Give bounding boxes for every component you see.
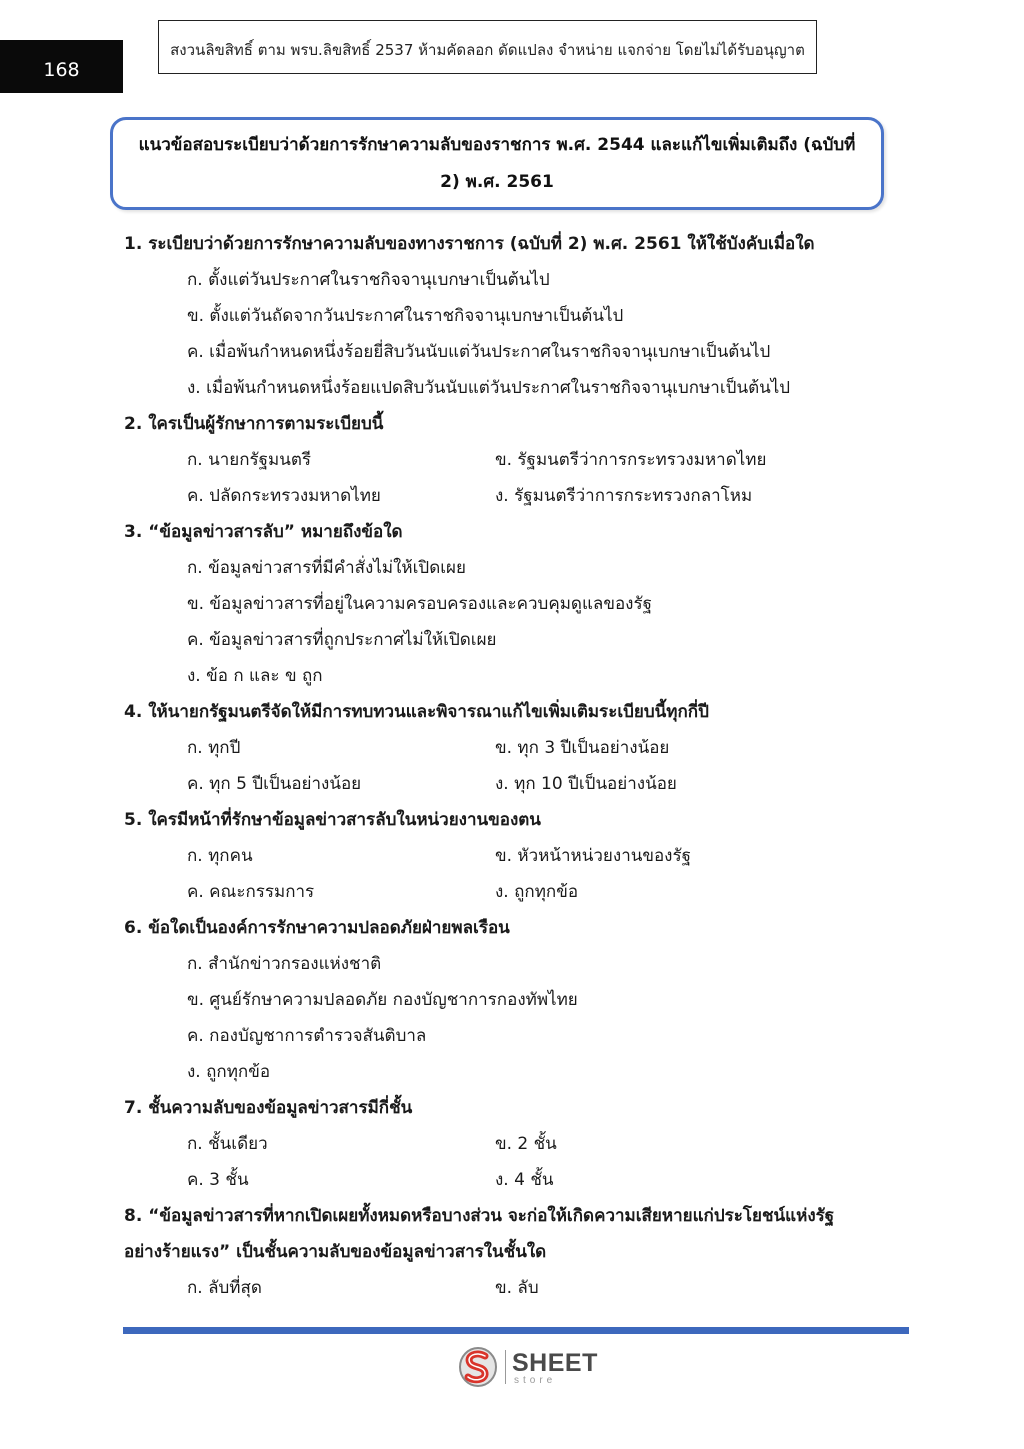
option-row bbox=[124, 1270, 904, 1306]
option: ข. ข้อมูลข่าวสารที่อยู่ในความครอบครองและควบคุมดูแลของรัฐ bbox=[187, 594, 652, 614]
option-row bbox=[124, 1162, 904, 1198]
option: ก. ชั้นเดียว bbox=[187, 1134, 268, 1154]
copyright-notice: สงวนลิขสิทธิ์ ตาม พรบ.ลิขสิทธิ์ 2537 ห้ามคัดลอก ดัดแปลง จำหน่าย แจกจ่าย โดยไม่ได้รับอนุญาต bbox=[158, 20, 817, 74]
question-7: 7. ชั้นความลับของข้อมูลข่าวสารมีกี่ชั้น bbox=[124, 1098, 413, 1118]
option: ค. ข้อมูลข่าวสารที่ถูกประกาศไม่ให้เปิดเผย bbox=[187, 630, 497, 650]
logo-name: SHEET bbox=[512, 1349, 598, 1377]
option-row bbox=[124, 730, 904, 766]
option: ค. คณะกรรมการ bbox=[187, 882, 315, 902]
option: ข. ทุก 3 ปีเป็นอย่างน้อย bbox=[495, 738, 670, 758]
option: ง. 4 ชั้น bbox=[495, 1170, 554, 1190]
option: ข. ศูนย์รักษาความปลอดภัย กองบัญชาการกองทัพไทย bbox=[187, 990, 578, 1010]
option: ก. ตั้งแต่วันประกาศในราชกิจจานุเบกษาเป็นต้นไป bbox=[187, 270, 550, 290]
question-5: 5. ใครมีหน้าที่รักษาข้อมูลข่าวสารลับในหน่วยงานของตน bbox=[124, 810, 541, 830]
option: ข. ตั้งแต่วันถัดจากวันประกาศในราชกิจจานุเบกษาเป็นต้นไป bbox=[187, 306, 624, 326]
title-line-2: 2) พ.ศ. 2561 bbox=[440, 171, 554, 192]
page-title bbox=[110, 117, 884, 210]
question-6: 6. ข้อใดเป็นองค์การรักษาความปลอดภัยฝ่ายพลเรือน bbox=[124, 918, 510, 938]
question-8-continued: อย่างร้ายแรง” เป็นชั้นความลับของข้อมูลข่าวสารในชั้นใด bbox=[124, 1242, 547, 1262]
option: ก. ลับที่สุด bbox=[187, 1278, 262, 1298]
option: ค. กองบัญชาการตำรวจสันติบาล bbox=[187, 1026, 427, 1046]
option: ข. ลับ bbox=[495, 1278, 539, 1298]
option-row bbox=[124, 766, 904, 802]
option-row bbox=[124, 478, 904, 514]
option-row bbox=[124, 442, 904, 478]
option: ง. ข้อ ก และ ข ถูก bbox=[187, 666, 323, 686]
option: ก. นายกรัฐมนตรี bbox=[187, 450, 312, 470]
logo-separator bbox=[505, 1350, 506, 1384]
option: ข. 2 ชั้น bbox=[495, 1134, 557, 1154]
option: ก. ทุกปี bbox=[187, 738, 241, 758]
logo-subtitle: store bbox=[514, 1375, 557, 1386]
option: ง. เมื่อพ้นกำหนดหนึ่งร้อยแปดสิบวันนับแต่วันประกาศในราชกิจจานุเบกษาเป็นต้นไป bbox=[187, 378, 791, 398]
option: ข. รัฐมนตรีว่าการกระทรวงมหาดไทย bbox=[495, 450, 767, 470]
question-8: 8. “ข้อมูลข่าวสารที่หากเปิดเผยทั้งหมดหรือบางส่วน จะก่อให้เกิดความเสียหายแก่ประโยชน์แห่งรัฐ bbox=[124, 1206, 835, 1226]
option-row bbox=[124, 1126, 904, 1162]
footer-divider bbox=[123, 1327, 909, 1334]
page-number: 168 bbox=[0, 40, 123, 93]
option: ง. รัฐมนตรีว่าการกระทรวงกลาโหม bbox=[495, 486, 753, 506]
question-2: 2. ใครเป็นผู้รักษาการตามระเบียบนี้ bbox=[124, 414, 384, 434]
option: ข. หัวหน้าหน่วยงานของรัฐ bbox=[495, 846, 691, 866]
option-row bbox=[124, 874, 904, 910]
option: ค. เมื่อพ้นกำหนดหนึ่งร้อยยี่สิบวันนับแต่วันประกาศในราชกิจจานุเบกษาเป็นต้นไป bbox=[187, 342, 771, 362]
option: ก. ทุกคน bbox=[187, 846, 253, 866]
option: ง. ถูกทุกข้อ bbox=[495, 882, 579, 902]
question-list bbox=[124, 226, 904, 1306]
option: ง. ถูกทุกข้อ bbox=[187, 1062, 271, 1082]
option: ค. 3 ชั้น bbox=[187, 1170, 249, 1190]
title-line-1: แนวข้อสอบระเบียบว่าด้วยการรักษาความลับของราชการ พ.ศ. 2544 และแก้ไขเพิ่มเติมถึง (ฉบับที่ bbox=[138, 134, 856, 155]
question-3: 3. “ข้อมูลข่าวสารลับ” หมายถึงข้อใด bbox=[124, 522, 403, 542]
option: ค. ปลัดกระทรวงมหาดไทย bbox=[187, 486, 381, 506]
option: ง. ทุก 10 ปีเป็นอย่างน้อย bbox=[495, 774, 677, 794]
option: ค. ทุก 5 ปีเป็นอย่างน้อย bbox=[187, 774, 362, 794]
question-1: 1. ระเบียบว่าด้วยการรักษาความลับของทางราชการ (ฉบับที่ 2) พ.ศ. 2561 ให้ใช้บังคับเมื่อใด bbox=[124, 234, 815, 254]
option: ก. สำนักข่าวกรองแห่งชาติ bbox=[187, 954, 382, 974]
option-row bbox=[124, 838, 904, 874]
option: ก. ข้อมูลข่าวสารที่มีคำสั่งไม่ให้เปิดเผย bbox=[187, 558, 466, 578]
question-4: 4. ให้นายกรัฐมนตรีจัดให้มีการทบทวนและพิจารณาแก้ไขเพิ่มเติมระเบียบนี้ทุกกี่ปี bbox=[124, 702, 709, 722]
